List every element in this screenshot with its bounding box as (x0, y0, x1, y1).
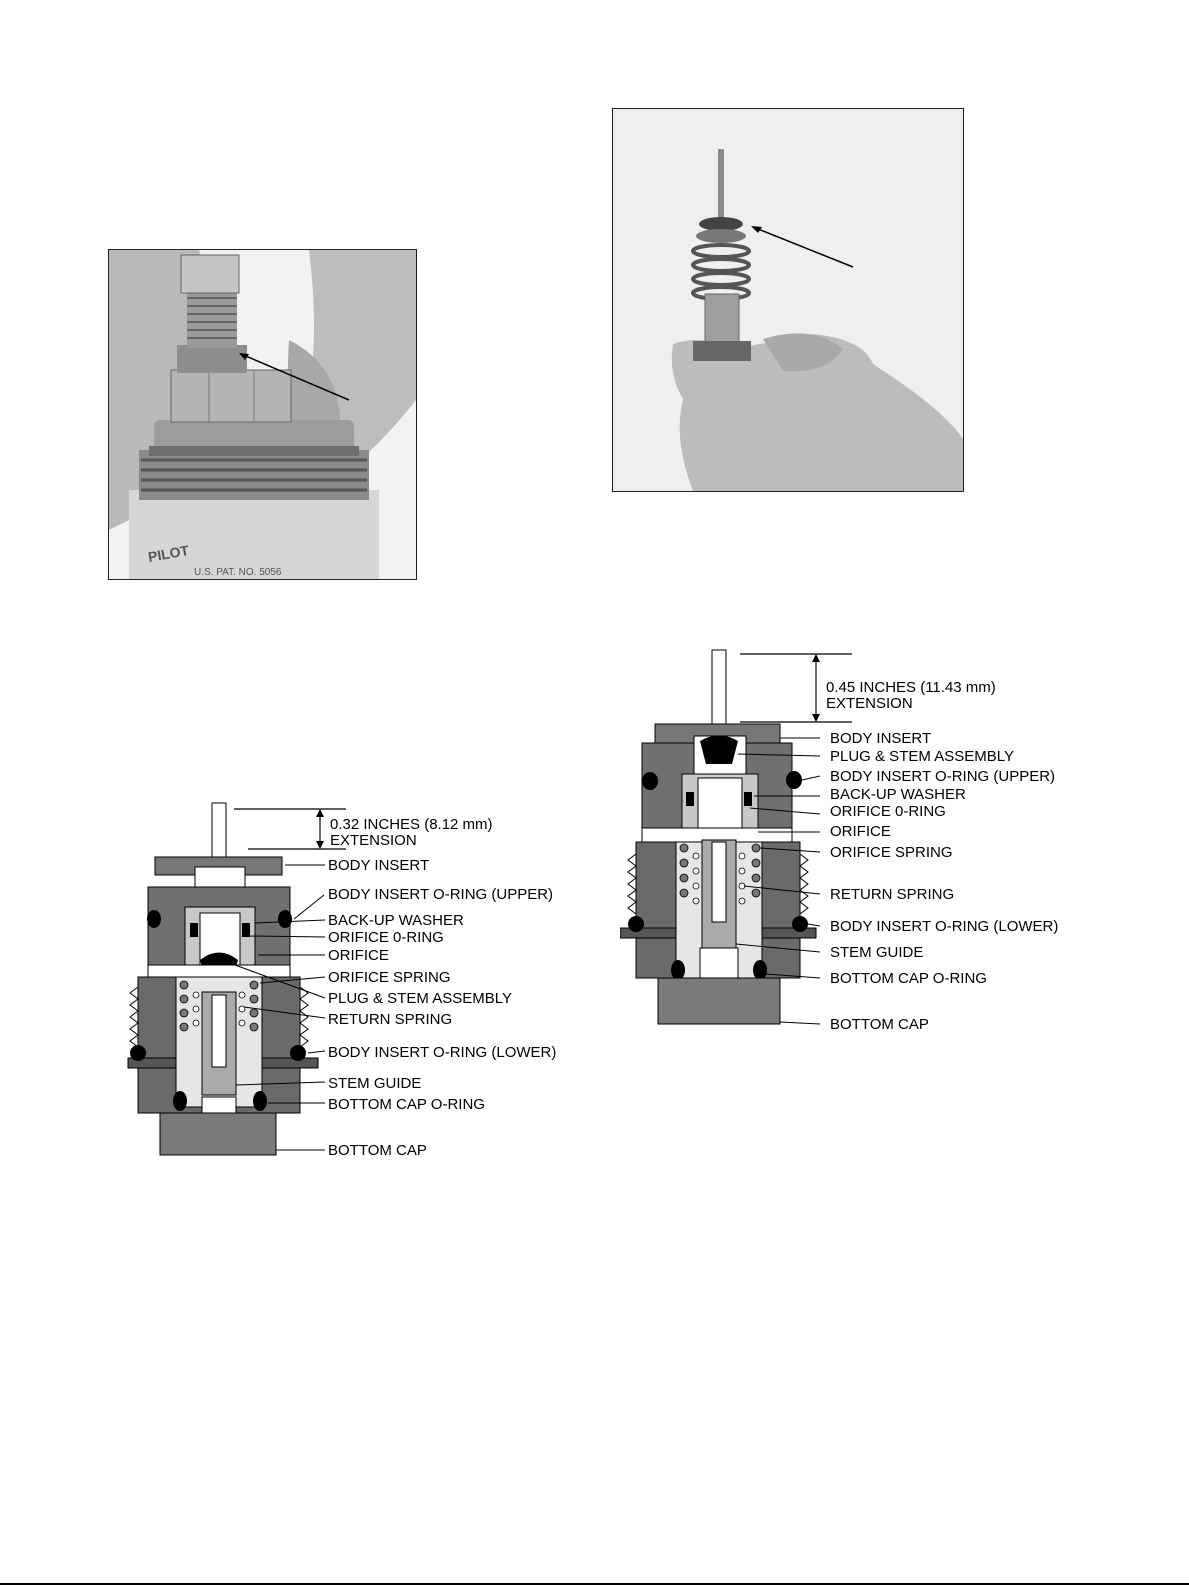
canister-stamp-patent: U.S. PAT. NO. 5056 (194, 567, 282, 578)
part-label: RETURN SPRING (830, 886, 955, 903)
part-label: BODY INSERT (328, 857, 430, 874)
extension-label-right: EXTENSION (826, 695, 913, 712)
cutaway-diagram-right (620, 648, 1180, 1043)
part-label: STEM GUIDE (328, 1075, 422, 1092)
photo-pilot-assembly-in-hand (108, 249, 417, 580)
part-label: BOTTOM CAP (830, 1016, 929, 1033)
part-label: ORIFICE SPRING (328, 969, 451, 986)
part-label: STEM GUIDE (830, 944, 924, 961)
canister-stamp-model: PILOT (146, 542, 191, 565)
part-label: ORIFICE SPRING (830, 844, 953, 861)
extension-value-right: 0.45 INCHES (11.43 mm) (826, 679, 996, 696)
part-label: ORIFICE (830, 823, 891, 840)
part-label: BODY INSERT (830, 730, 932, 747)
part-label: BOTTOM CAP O-RING (328, 1096, 485, 1113)
part-label: ORIFICE 0-RING (830, 803, 946, 820)
part-label: ORIFICE (328, 947, 389, 964)
extension-label-left: EXTENSION (330, 832, 417, 849)
cutaway-diagram-left (110, 795, 590, 1185)
part-label: PLUG & STEM ASSEMBLY (328, 990, 512, 1007)
part-label: BODY INSERT O-RING (UPPER) (830, 768, 1056, 785)
part-label: BODY INSERT O-RING (LOWER) (830, 918, 1059, 935)
part-label-list-right (830, 730, 1058, 1033)
part-label: BOTTOM CAP (328, 1142, 427, 1159)
photo-plug-stem-spring-in-hand (612, 108, 964, 492)
part-label: BACK-UP WASHER (830, 786, 966, 803)
part-label: RETURN SPRING (328, 1011, 453, 1028)
part-label: BACK-UP WASHER (328, 912, 464, 929)
part-label: BODY INSERT O-RING (UPPER) (328, 886, 554, 903)
extension-value-left: 0.32 INCHES (8.12 mm) (330, 816, 493, 833)
part-label: PLUG & STEM ASSEMBLY (830, 748, 1014, 765)
part-label: BODY INSERT O-RING (LOWER) (328, 1044, 557, 1061)
part-label: BOTTOM CAP O-RING (830, 970, 987, 987)
part-label-list-left (328, 857, 556, 1159)
part-label: ORIFICE 0-RING (328, 929, 444, 946)
